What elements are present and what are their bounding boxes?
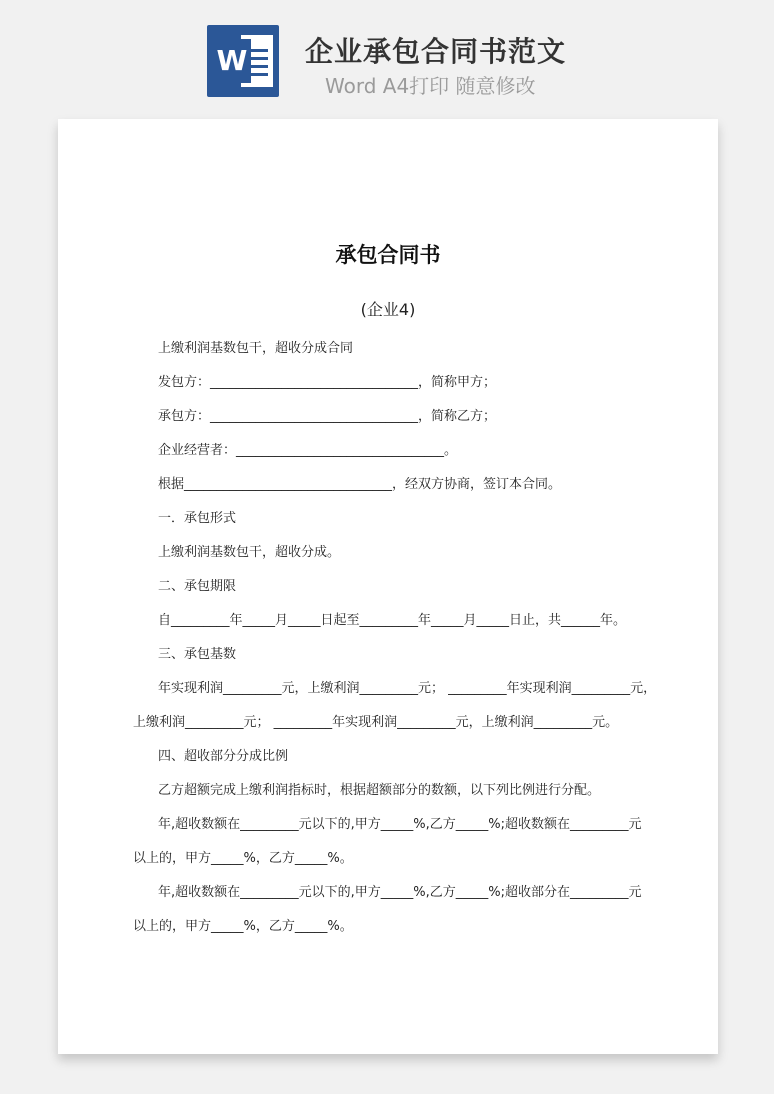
section-heading-1: 一．承包形式 [158,511,237,526]
base-line-2: 上缴利润_________元； _________年实现利润_________元，上缴利润_________元。 [133,715,619,730]
word-letter-icon: W [213,39,251,83]
header [0,0,774,110]
ratio-line-2a: 年,超收数额在_________元以下的,甲方_____%,乙方_____%;超收部分在_________元 [158,885,642,900]
ratio-line-1b: 以上的，甲方_____%，乙方_____%。 [133,851,353,866]
base-line-1: 年实现利润_________元，上缴利润_________元； _________年实现利润_________元， [158,681,657,696]
basis-line: 根据________________________________，经双方协商，签订本合同。 [158,477,562,492]
operator-line: 企业经营者：________________________________。 [158,443,458,458]
ratio-line-1a: 年,超收数额在_________元以下的,甲方_____%,乙方_____%;超收数额在_________元 [158,817,642,832]
document-page [58,119,718,1054]
header-title: 企业承包合同书范文 [305,35,567,68]
term-line: 自_________年_____月_____日起至_________年_____月_____日止，共______年。 [158,613,627,628]
party-b-line: 承包方：________________________________，简称乙方； [158,409,497,424]
party-a-line: 发包方：________________________________，简称甲方； [158,375,497,390]
document-subtitle: (企业4) [360,300,416,319]
section-body-1: 上缴利润基数包干，超收分成。 [158,545,341,560]
ratio-intro-line: 乙方超额完成上缴利润指标时，根据超额部分的数额，以下列比例进行分配。 [158,783,601,798]
section-heading-2: 二、承包期限 [158,579,237,594]
section-heading-3: 三、承包基数 [158,647,237,662]
word-document-icon [207,25,279,97]
section-heading-4: 四、超收部分分成比例 [158,749,289,764]
contract-type-line: 上缴利润基数包干，超收分成合同 [158,341,354,356]
ratio-line-2b: 以上的，甲方_____%，乙方_____%。 [133,919,353,934]
header-subtitle: Word A4打印 随意修改 [325,74,536,98]
document-title: 承包合同书 [335,243,441,267]
